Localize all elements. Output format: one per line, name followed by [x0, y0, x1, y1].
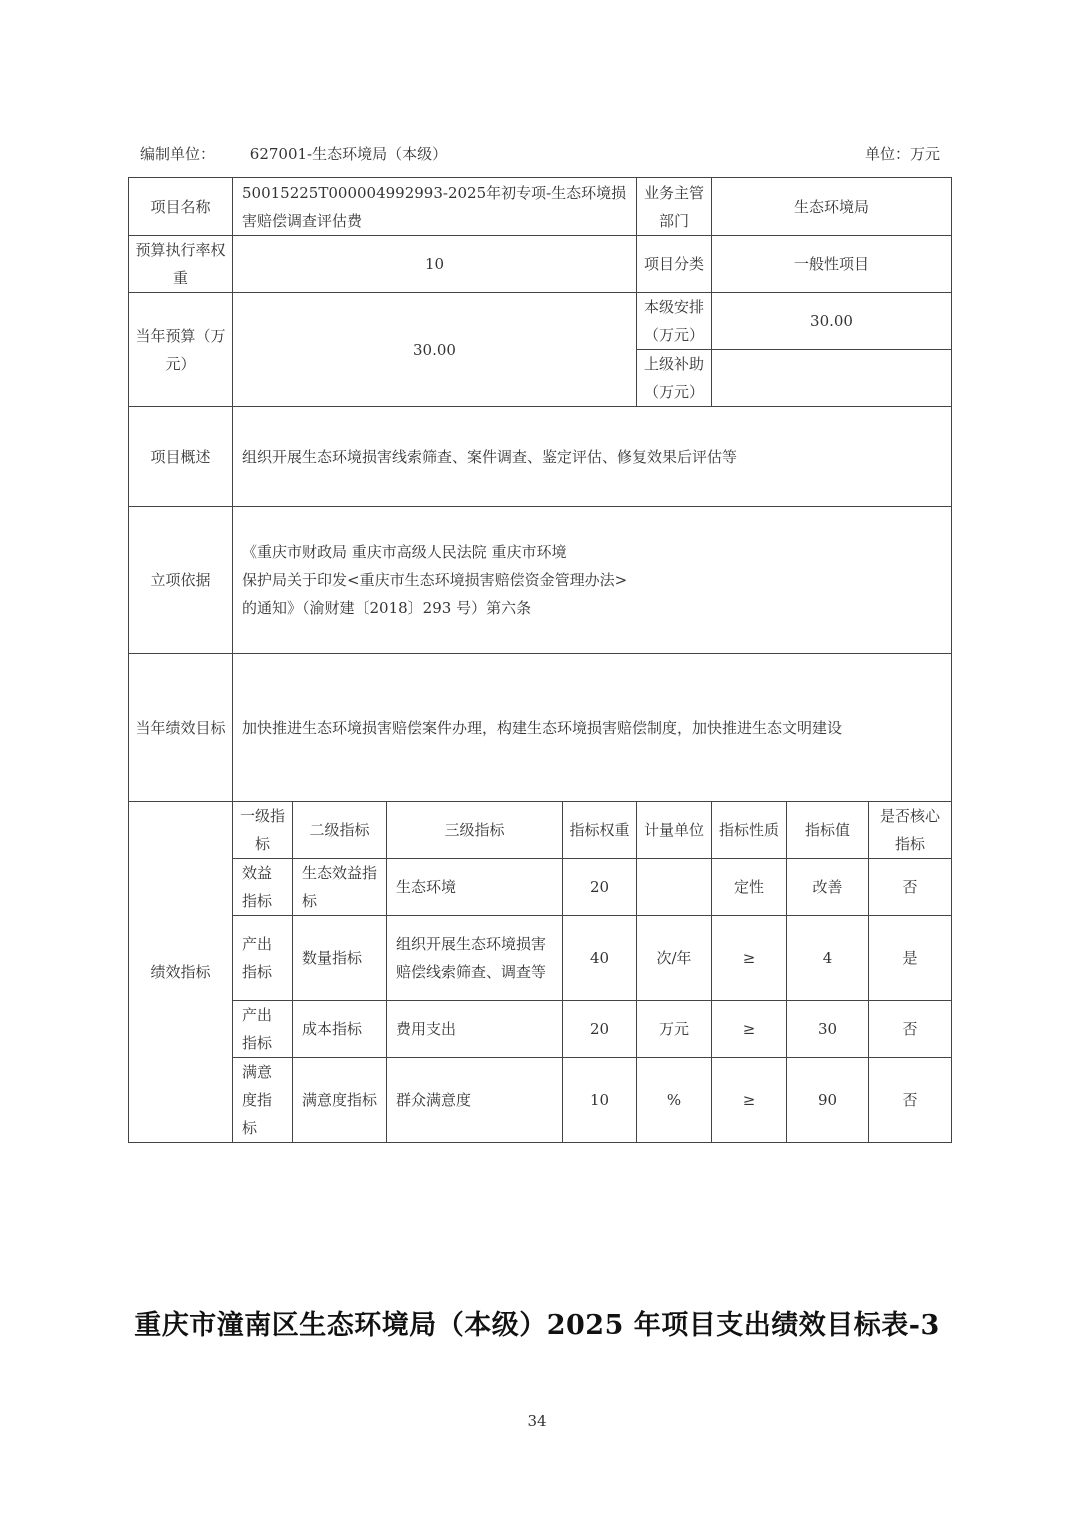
- cell-level1: 产出指标: [233, 1001, 293, 1058]
- currency-unit: 单位：万元: [864, 145, 940, 163]
- page-number: 34: [527, 1412, 547, 1430]
- weight-label: 预算执行率权重: [129, 236, 233, 293]
- cell-value: 30: [787, 1001, 869, 1058]
- compiling-unit: [140, 143, 447, 164]
- dept-label: 业务主管部门: [637, 178, 712, 236]
- indicator-row: [129, 1001, 952, 1058]
- cell-core: 否: [869, 1001, 952, 1058]
- col-core: 是否核心指标: [869, 802, 952, 859]
- dept-value: 生态环境局: [712, 178, 952, 236]
- cell-unit: [637, 859, 712, 916]
- cell-core: 是: [869, 916, 952, 1001]
- indicator-row: [129, 916, 952, 1001]
- cell-unit: %: [637, 1058, 712, 1143]
- goal-value: 加快推进生态环境损害赔偿案件办理，构建生态环境损害赔偿制度，加快推进生态文明建设: [233, 654, 952, 802]
- row-basis: [129, 507, 952, 654]
- cell-unit: 万元: [637, 1001, 712, 1058]
- cell-level3: 生态环境: [387, 859, 563, 916]
- row-overview: [129, 407, 952, 507]
- category-label: 项目分类: [637, 236, 712, 293]
- cell-weight: 20: [563, 859, 637, 916]
- col-weight: 指标权重: [563, 802, 637, 859]
- compiling-unit-value: 627001-生态环境局（本级）: [249, 145, 448, 163]
- indicator-row: [129, 1058, 952, 1143]
- weight-value: 10: [233, 236, 637, 293]
- cell-level1: 产出指标: [233, 916, 293, 1001]
- cell-core: 否: [869, 1058, 952, 1143]
- cell-level2: 生态效益指标: [293, 859, 387, 916]
- indicators-section-label: 绩效指标: [129, 802, 233, 1143]
- col-level2: 二级指标: [293, 802, 387, 859]
- cell-weight: 20: [563, 1001, 637, 1058]
- category-value: 一般性项目: [712, 236, 952, 293]
- cell-weight: 10: [563, 1058, 637, 1143]
- local-value: 30.00: [712, 293, 952, 350]
- cell-nature: 定性: [712, 859, 787, 916]
- cell-level2: 数量指标: [293, 916, 387, 1001]
- col-value: 指标值: [787, 802, 869, 859]
- cell-nature: ≥: [712, 1058, 787, 1143]
- cell-nature: ≥: [712, 916, 787, 1001]
- basis-line: 《重庆市财政局 重庆市高级人民法院 重庆市环境: [242, 543, 567, 561]
- row-goal: [129, 654, 952, 802]
- local-label: 本级安排（万元）: [637, 293, 712, 350]
- basis-line: 的通知》（渝财建〔2018〕293 号）第六条: [242, 599, 532, 617]
- basis-value: [233, 507, 952, 654]
- cell-weight: 40: [563, 916, 637, 1001]
- row-project-name: [129, 178, 952, 236]
- col-nature: 指标性质: [712, 802, 787, 859]
- subsidy-value: [712, 350, 952, 407]
- cell-level3: 费用支出: [387, 1001, 563, 1058]
- budget-value: 30.00: [233, 293, 637, 407]
- row-weight: [129, 236, 952, 293]
- cell-level3: 群众满意度: [387, 1058, 563, 1143]
- compiling-unit-label: 编制单位：: [140, 145, 216, 163]
- cell-core: 否: [869, 859, 952, 916]
- cell-level1: 效益指标: [233, 859, 293, 916]
- cell-value: 改善: [787, 859, 869, 916]
- row-budget: [129, 293, 952, 350]
- project-name-label: 项目名称: [129, 178, 233, 236]
- cell-level3: 组织开展生态环境损害赔偿线索筛查、调查等: [387, 916, 563, 1001]
- performance-target-table: [128, 177, 952, 1143]
- overview-value: 组织开展生态环境损害线索筛查、案件调查、鉴定评估、修复效果后评估等: [233, 407, 952, 507]
- cell-level2: 成本指标: [293, 1001, 387, 1058]
- indicator-header-row: [129, 802, 952, 859]
- subsidy-label: 上级补助（万元）: [637, 350, 712, 407]
- next-table-title: 重庆市潼南区生态环境局（本级）2025 年项目支出绩效目标表-3: [134, 1310, 940, 1341]
- indicator-row: [129, 859, 952, 916]
- cell-value: 4: [787, 916, 869, 1001]
- basis-label: 立项依据: [129, 507, 233, 654]
- cell-unit: 次/年: [637, 916, 712, 1001]
- goal-label: 当年绩效目标: [129, 654, 233, 802]
- budget-label: 当年预算（万元）: [129, 293, 233, 407]
- basis-line: 保护局关于印发<重庆市生态环境损害赔偿资金管理办法>: [242, 571, 628, 589]
- col-level1: 一级指标: [233, 802, 293, 859]
- col-level3: 三级指标: [387, 802, 563, 859]
- cell-level2: 满意度指标: [293, 1058, 387, 1143]
- project-name-value: 50015225T000004992993-2025年初专项-生态环境损害赔偿调查评估费: [233, 178, 637, 236]
- col-unit: 计量单位: [637, 802, 712, 859]
- cell-level1: 满意度指标: [233, 1058, 293, 1143]
- cell-value: 90: [787, 1058, 869, 1143]
- cell-nature: ≥: [712, 1001, 787, 1058]
- overview-label: 项目概述: [129, 407, 233, 507]
